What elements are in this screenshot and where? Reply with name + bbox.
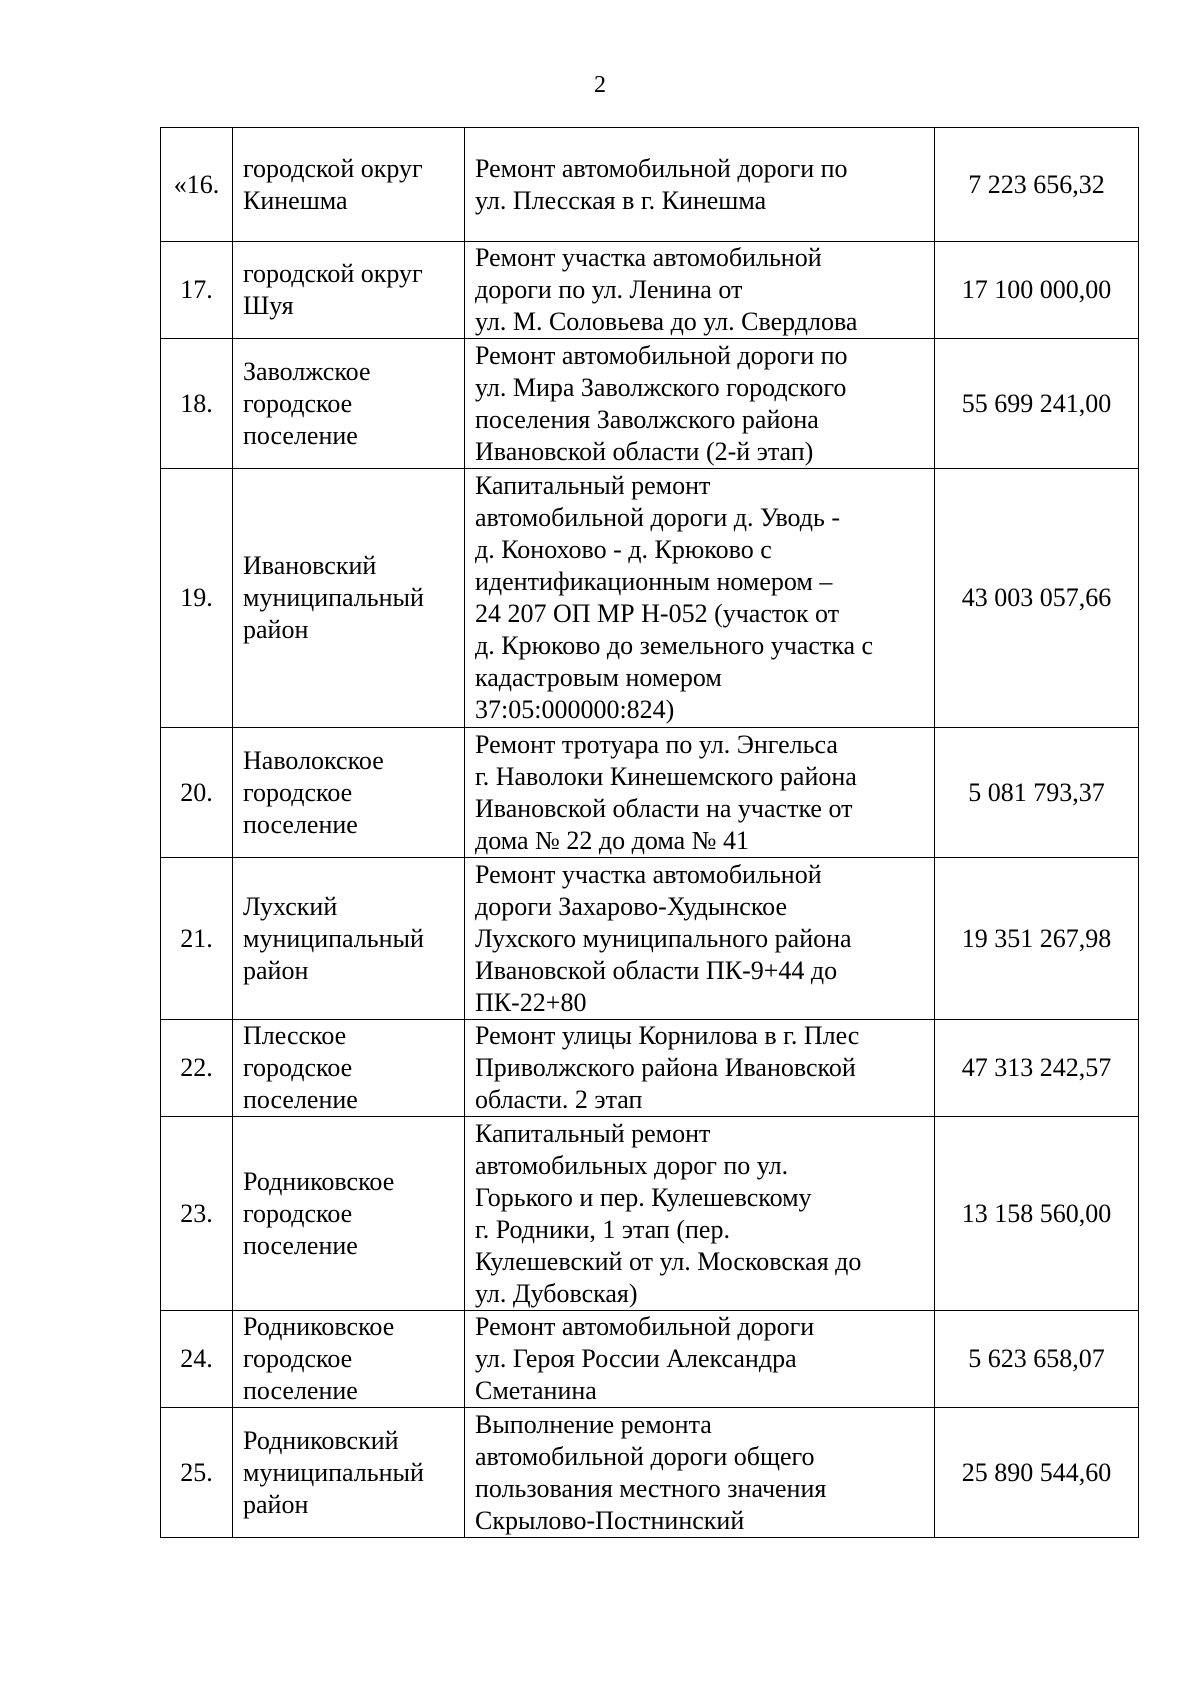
row-number: 21. (161, 858, 233, 1020)
description-cell-line: Ивановской области на участке от (475, 793, 853, 823)
description-cell-line: поселения Заволжского района (475, 404, 819, 434)
table-row (161, 1311, 1139, 1408)
municipality-cell-line: Плесское (243, 1021, 347, 1050)
description-cell-line: Капитальный ремонт (475, 1118, 711, 1148)
municipality-cell-line: Лухский (243, 891, 338, 921)
municipality-cell (233, 469, 465, 728)
table-body (161, 128, 1139, 1538)
description-cell-line: пользования местного значения (475, 1473, 827, 1503)
description-cell-line: Ивановской области ПК-9+44 до (475, 955, 838, 985)
row-number: 24. (161, 1311, 233, 1408)
description-cell-line: Ремонт улицы Корнилова в г. Плес (475, 1021, 860, 1050)
description-cell-line: ул. Дубовская) (475, 1278, 638, 1308)
municipality-cell-line: городское (243, 1053, 353, 1082)
description-cell (465, 728, 935, 858)
table-row (161, 469, 1139, 728)
municipality-cell (233, 1020, 465, 1117)
row-number: 17. (161, 242, 233, 339)
description-cell-line: ПК-22+80 (475, 987, 587, 1017)
description-cell-line: Капитальный ремонт (475, 471, 711, 500)
description-cell-line: Скрылово-Постнинский (475, 1505, 745, 1535)
municipality-cell-line: муниципальный (243, 923, 424, 953)
municipality-cell-line: поселение (243, 1230, 358, 1260)
amount-cell: 43 003 057,66 (935, 469, 1139, 728)
municipality-cell (233, 128, 465, 242)
municipality-cell (233, 1117, 465, 1311)
municipality-cell-line: городской округ (243, 153, 423, 183)
table-row (161, 242, 1139, 339)
municipality-cell (233, 1408, 465, 1538)
municipality-cell-line: городское (243, 388, 353, 418)
description-cell-line: Горького и пер. Кулешевскому (475, 1182, 812, 1212)
amount-cell: 5 081 793,37 (935, 728, 1139, 858)
description-cell (465, 1311, 935, 1408)
table-row (161, 128, 1139, 242)
description-cell-line: кадастровым номером (475, 663, 722, 692)
municipality-cell-line: поселение (243, 1085, 358, 1114)
table-row (161, 858, 1139, 1020)
amount-cell: 7 223 656,32 (935, 128, 1139, 242)
amount-cell: 17 100 000,00 (935, 242, 1139, 339)
table-row (161, 1408, 1139, 1538)
municipality-cell (233, 858, 465, 1020)
description-cell-line: 37:05:000000:824) (475, 695, 675, 724)
municipality-cell-line: поселение (243, 809, 358, 839)
municipality-cell-line: район (243, 1489, 309, 1519)
description-cell-line: дороги по ул. Ленина от (475, 275, 743, 304)
description-cell-line: Приволжского района Ивановской (475, 1053, 856, 1082)
municipality-cell-line: район (243, 615, 309, 644)
description-cell-line: ул. Героя России Александра (475, 1344, 797, 1373)
amount-cell: 47 313 242,57 (935, 1020, 1139, 1117)
amount-cell: 25 890 544,60 (935, 1408, 1139, 1538)
description-cell-line: автомобильной дороги д. Уводь - (475, 503, 841, 532)
municipality-cell-line: Заволжское (243, 356, 371, 386)
description-cell-line: дороги Захарово-Худынское (475, 891, 787, 921)
municipality-cell-line: городское (243, 1198, 353, 1228)
description-cell (465, 128, 935, 242)
amount-cell: 19 351 267,98 (935, 858, 1139, 1020)
description-cell (465, 339, 935, 469)
amount-cell: 5 623 658,07 (935, 1311, 1139, 1408)
municipality-cell-line: Кинешма (243, 185, 348, 215)
table-row (161, 1020, 1139, 1117)
municipality-cell-line: район (243, 955, 309, 985)
description-cell-line: области. 2 этап (475, 1085, 643, 1114)
description-cell-line: Ремонт автомобильной дороги по (475, 340, 848, 370)
row-number: 19. (161, 469, 233, 728)
description-cell-line: идентификационным номером – (475, 567, 833, 596)
description-cell-line: автомобильных дорог по ул. (475, 1150, 789, 1180)
description-cell-line: Ремонт участка автомобильной (475, 859, 822, 889)
municipality-cell-line: поселение (243, 1376, 358, 1405)
municipality-cell-line: Наволокское (243, 745, 384, 775)
row-number: 20. (161, 728, 233, 858)
page-number: 2 (594, 72, 606, 98)
description-cell-line: Ивановской области (2-й этап) (475, 436, 814, 466)
description-cell-line: Ремонт тротуара по ул. Энгельса (475, 729, 838, 759)
municipality-cell-line: Родниковский (243, 1425, 399, 1455)
description-cell (465, 1408, 935, 1538)
description-cell-line: д. Конохово - д. Крюково с (475, 535, 772, 564)
road-repair-table (160, 127, 1139, 1538)
row-number: «16. (161, 128, 233, 242)
description-cell-line: ул. Плесская в г. Кинешма (475, 185, 767, 215)
description-cell (465, 469, 935, 728)
municipality-cell-line: Родниковское (243, 1312, 395, 1341)
municipality-cell (233, 728, 465, 858)
row-number: 23. (161, 1117, 233, 1311)
table-row (161, 1117, 1139, 1311)
description-cell-line: Ремонт автомобильной дороги (475, 1312, 815, 1341)
municipality-cell-line: поселение (243, 420, 358, 450)
description-cell-line: Ремонт автомобильной дороги по (475, 153, 848, 183)
municipality-cell-line: городское (243, 1344, 353, 1373)
municipality-cell (233, 242, 465, 339)
description-cell-line: Сметанина (475, 1376, 597, 1405)
municipality-cell-line: муниципальный (243, 583, 424, 612)
amount-cell: 13 158 560,00 (935, 1117, 1139, 1311)
table-row (161, 728, 1139, 858)
description-cell-line: автомобильной дороги общего (475, 1441, 815, 1471)
description-cell-line: дома № 22 до дома № 41 (475, 825, 749, 855)
row-number: 22. (161, 1020, 233, 1117)
row-number: 18. (161, 339, 233, 469)
amount-cell: 55 699 241,00 (935, 339, 1139, 469)
row-number: 25. (161, 1408, 233, 1538)
description-cell (465, 858, 935, 1020)
description-cell (465, 242, 935, 339)
description-cell-line: г. Родники, 1 этап (пер. (475, 1214, 730, 1244)
municipality-cell-line: Шуя (243, 291, 294, 320)
municipality-cell-line: Родниковское (243, 1166, 395, 1196)
description-cell-line: Ремонт участка автомобильной (475, 243, 822, 272)
description-cell (465, 1020, 935, 1117)
description-cell (465, 1117, 935, 1311)
description-cell-line: 24 207 ОП МР Н-052 (участок от (475, 599, 840, 628)
description-cell-line: Лухского муниципального района (475, 923, 852, 953)
description-cell-line: ул. М. Соловьева до ул. Свердлова (475, 307, 858, 336)
municipality-cell-line: муниципальный (243, 1457, 424, 1487)
description-cell-line: г. Наволоки Кинешемского района (475, 761, 857, 791)
municipality-cell-line: городское (243, 777, 353, 807)
description-cell-line: ул. Мира Заволжского городского (475, 372, 847, 402)
table-row (161, 339, 1139, 469)
description-cell-line: д. Крюково до земельного участка с (475, 631, 874, 660)
description-cell-line: Кулешевский от ул. Московская до (475, 1246, 862, 1276)
municipality-cell (233, 339, 465, 469)
municipality-cell-line: Ивановский (243, 551, 377, 580)
municipality-cell-line: городской округ (243, 259, 423, 288)
municipality-cell (233, 1311, 465, 1408)
description-cell-line: Выполнение ремонта (475, 1409, 712, 1439)
